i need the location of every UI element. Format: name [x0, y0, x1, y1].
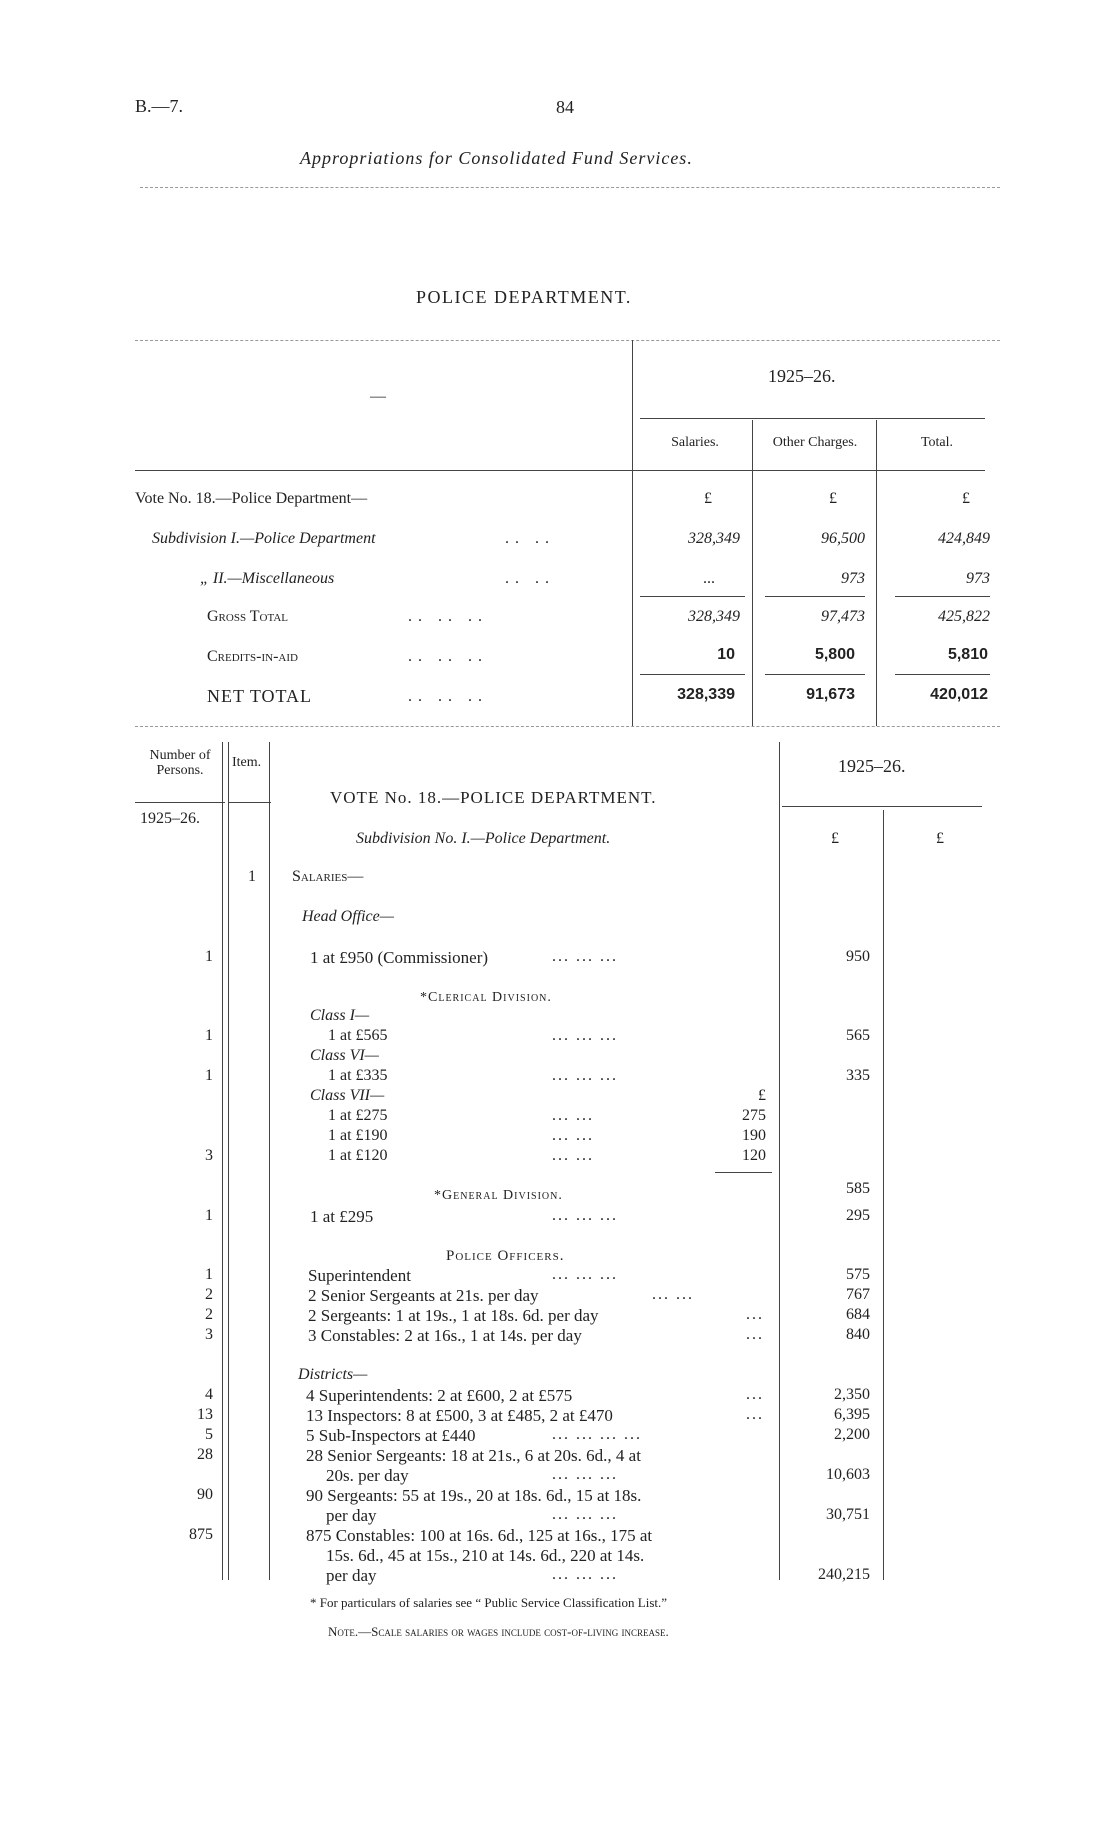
row-subdivision-1-total: 424,849: [938, 530, 990, 547]
leader-dots: ... ...: [552, 1107, 594, 1124]
amount-class-6: 335: [846, 1067, 870, 1084]
row-subdivision-2-label: „ II.—Miscellaneous: [200, 570, 335, 587]
amount-district-superintendents: 2,350: [834, 1386, 870, 1403]
amount-general: 295: [846, 1207, 870, 1224]
leader-dots: .. ..: [505, 530, 555, 547]
amount-sub-inspectors: 2,200: [834, 1426, 870, 1443]
line-general: 1 at £295: [310, 1207, 374, 1226]
title-rule: [140, 187, 1000, 188]
document-reference: B.—7.: [135, 96, 184, 116]
amount-class-7-total: 585: [846, 1180, 870, 1197]
amount-senior-sergeants-districts: 10,603: [826, 1466, 870, 1483]
sub-class-7-120: 120: [742, 1147, 766, 1164]
amount-inspectors: 6,395: [834, 1406, 870, 1423]
amount-superintendent: 575: [846, 1266, 870, 1283]
detail-year: 1925–26.: [838, 756, 906, 776]
line-senior-sergeants: 2 Senior Sergeants at 21s. per day: [308, 1286, 539, 1305]
leader-dots: ... ... ...: [552, 1207, 618, 1224]
leader-dots: ...: [746, 1406, 764, 1423]
rule-gross-total: [895, 596, 990, 597]
line-commissioner: 1 at £950 (Commissioner): [310, 948, 489, 967]
row-subdivision-2-other: 973: [841, 570, 865, 587]
line-constables-districts-cont-2: per day: [326, 1566, 377, 1585]
persons-sergeants-districts: 90: [197, 1486, 213, 1503]
amount-senior-sergeants: 767: [846, 1286, 870, 1303]
salaries-heading: Salaries—: [292, 868, 364, 885]
col-item: Item.: [232, 755, 262, 770]
persons-sub-inspectors: 5: [205, 1426, 213, 1443]
col-other-charges: Other Charges.: [772, 435, 858, 450]
col-number-of-persons: Number of Persons.: [149, 748, 211, 778]
summary-bottom-rule: [135, 726, 1000, 727]
amount-commissioner: 950: [846, 948, 870, 965]
line-constables-districts-cont: 15s. 6d., 45 at 15s., 210 at 14s. 6d., 220 at 14s.: [326, 1546, 645, 1565]
summary-year-rule: [640, 418, 985, 419]
amount-class-1: 565: [846, 1027, 870, 1044]
summary-header-rule: [135, 470, 985, 471]
leader-dots: ... ... ...: [552, 1566, 618, 1583]
line-superintendent: Superintendent: [308, 1266, 411, 1285]
leader-dots: .. ..: [505, 570, 555, 587]
amount-divider: [779, 742, 780, 1580]
line-sergeants-districts-cont: per day: [326, 1506, 377, 1525]
persons-divider-2: [228, 742, 229, 1580]
row-subdivision-2-salaries: ...: [703, 570, 715, 587]
persons-divider: [222, 742, 223, 1580]
detail-year-rule: [782, 806, 982, 807]
vote-title: VOTE No. 18.—POLICE DEPARTMENT.: [330, 788, 657, 807]
amount-sergeants-districts: 30,751: [826, 1506, 870, 1523]
class-7-heading: Class VII—: [310, 1087, 385, 1104]
line-class-7-275: 1 at £275: [328, 1107, 388, 1124]
rule-net-other: [765, 674, 865, 675]
subdivision-title: Subdivision No. I.—Police Department.: [356, 830, 611, 847]
amount-constables: 840: [846, 1326, 870, 1343]
line-constables-districts: 875 Constables: 100 at 16s. 6d., 125 at 16s., 175 at: [306, 1526, 653, 1545]
leader-dots: ... ... ...: [552, 948, 618, 965]
sub-class-7-275: 275: [742, 1107, 766, 1124]
line-senior-sergeants-districts: 28 Senior Sergeants: 18 at 21s., 6 at 20s. 6d., 4 at: [306, 1446, 641, 1465]
row-credits-total: 5,810: [947, 646, 988, 663]
persons-district-superintendents: 4: [205, 1386, 213, 1403]
row-credits-label: Credits-in-aid: [207, 648, 298, 665]
leader-dots: ... ...: [652, 1286, 694, 1303]
row-net-total-label: NET TOTAL: [207, 686, 313, 706]
amount-sergeants: 684: [846, 1306, 870, 1323]
leader-dots: ...: [746, 1386, 764, 1403]
line-class-1: 1 at £565: [328, 1027, 388, 1044]
detail-currency-1: £: [831, 830, 839, 847]
leader-dots: ... ...: [552, 1127, 594, 1144]
class-7-subtotal-rule: [715, 1172, 772, 1173]
row-net-total-salaries: 328,339: [677, 686, 735, 703]
leader-dots: .. .. ..: [408, 648, 488, 665]
leader-dots: .. .. ..: [408, 688, 488, 705]
line-senior-sergeants-districts-cont: 20s. per day: [326, 1466, 409, 1485]
col-salaries: Salaries.: [671, 435, 719, 450]
line-class-6: 1 at £335: [328, 1067, 388, 1084]
summary-year: 1925–26.: [768, 366, 836, 386]
line-class-7-190: 1 at £190: [328, 1127, 388, 1144]
row-subdivision-1-other: 96,500: [821, 530, 865, 547]
line-sergeants-districts: 90 Sergeants: 55 at 19s., 20 at 18s. 6d., 15 at 18s.: [306, 1486, 642, 1505]
row-net-total-other: 91,673: [806, 686, 855, 703]
row-gross-total-other: 97,473: [821, 608, 865, 625]
row-gross-total-salaries: 328,349: [688, 608, 740, 625]
persons-class-6: 1: [205, 1067, 213, 1084]
persons-class-1: 1: [205, 1027, 213, 1044]
item-header-rule: [228, 802, 271, 803]
police-officers-heading: Police Officers.: [446, 1248, 565, 1264]
page-title: Appropriations for Consolidated Fund Services.: [300, 148, 693, 168]
line-district-superintendents: 4 Superintendents: 2 at £600, 2 at £575: [306, 1386, 573, 1405]
currency-total: £: [962, 490, 970, 507]
row-subdivision-1-label: Subdivision I.—Police Department: [152, 530, 376, 547]
leader-dots: ... ... ... ...: [552, 1426, 642, 1443]
row-credits-salaries: 10: [717, 646, 735, 663]
head-office-heading: Head Office—: [302, 908, 394, 925]
rule-net-salaries: [640, 674, 745, 675]
leader-dots: ... ... ...: [552, 1466, 618, 1483]
line-sub-inspectors: 5 Sub-Inspectors at £440: [306, 1426, 476, 1445]
leader-dots: ... ... ...: [552, 1067, 618, 1084]
currency-other: £: [829, 490, 837, 507]
total-divider: [883, 810, 884, 1580]
persons-constables-districts: 875: [189, 1526, 213, 1543]
leader-dots: ...: [746, 1326, 764, 1343]
class-6-heading: Class VI—: [310, 1047, 379, 1064]
leader-dots: .. .. ..: [408, 608, 488, 625]
item-divider: [269, 742, 270, 1580]
persons-senior-sergeants-districts: 28: [197, 1446, 213, 1463]
col-year-persons: 1925–26.: [140, 810, 200, 827]
persons-commissioner: 1: [205, 948, 213, 965]
footnote-note: Note.—Scale salaries or wages include cost-of-living increase.: [328, 1624, 669, 1639]
rule-gross-other: [765, 596, 865, 597]
item-number: 1: [248, 868, 256, 885]
line-constables: 3 Constables: 2 at 16s., 1 at 14s. per day: [308, 1326, 582, 1345]
persons-inspectors: 13: [197, 1406, 213, 1423]
amount-constables-districts: 240,215: [818, 1566, 870, 1583]
clerical-division-heading: *Clerical Division.: [420, 990, 552, 1005]
row-credits-other: 5,800: [814, 646, 855, 663]
line-sergeants: 2 Sergeants: 1 at 19s., 1 at 18s. 6d. per day: [308, 1306, 599, 1325]
leader-dots: ... ... ...: [552, 1027, 618, 1044]
department-title: POLICE DEPARTMENT.: [416, 287, 632, 307]
page-number: 84: [556, 97, 574, 117]
persons-sergeants: 2: [205, 1306, 213, 1323]
row-subdivision-2-total: 973: [966, 570, 990, 587]
general-division-heading: *General Division.: [434, 1188, 563, 1203]
summary-top-rule: [135, 340, 1000, 341]
leader-dots: ...: [746, 1306, 764, 1323]
persons-constables: 3: [205, 1326, 213, 1343]
rule-net-total: [895, 674, 990, 675]
persons-class-7: 3: [205, 1147, 213, 1164]
sub-class-7-190: 190: [742, 1127, 766, 1144]
leader-dots: ... ... ...: [552, 1506, 618, 1523]
row-subdivision-1-salaries: 328,349: [688, 530, 740, 547]
persons-senior-sergeants: 2: [205, 1286, 213, 1303]
districts-heading: Districts—: [298, 1366, 368, 1383]
currency-salaries: £: [704, 490, 712, 507]
leader-dots: ... ...: [552, 1147, 594, 1164]
row-gross-total-total: 425,822: [938, 608, 990, 625]
class-7-currency: £: [758, 1087, 766, 1104]
rule-gross-salaries: [640, 596, 745, 597]
col-total: Total.: [920, 435, 954, 450]
summary-dash: —: [370, 388, 386, 405]
line-inspectors: 13 Inspectors: 8 at £500, 3 at £485, 2 at £470: [306, 1406, 613, 1425]
persons-superintendent: 1: [205, 1266, 213, 1283]
footnote-classification: * For particulars of salaries see “ Public Service Classification List.”: [310, 1595, 668, 1610]
row-gross-total-label: Gross Total: [207, 608, 289, 625]
leader-dots: ... ... ...: [552, 1266, 618, 1283]
persons-general: 1: [205, 1207, 213, 1224]
class-1-heading: Class I—: [310, 1007, 370, 1024]
detail-currency-2: £: [936, 830, 944, 847]
line-class-7-120: 1 at £120: [328, 1147, 388, 1164]
persons-header-rule: [135, 802, 225, 803]
row-net-total-total: 420,012: [930, 686, 988, 703]
vote-label: Vote No. 18.—Police Department—: [135, 490, 368, 507]
